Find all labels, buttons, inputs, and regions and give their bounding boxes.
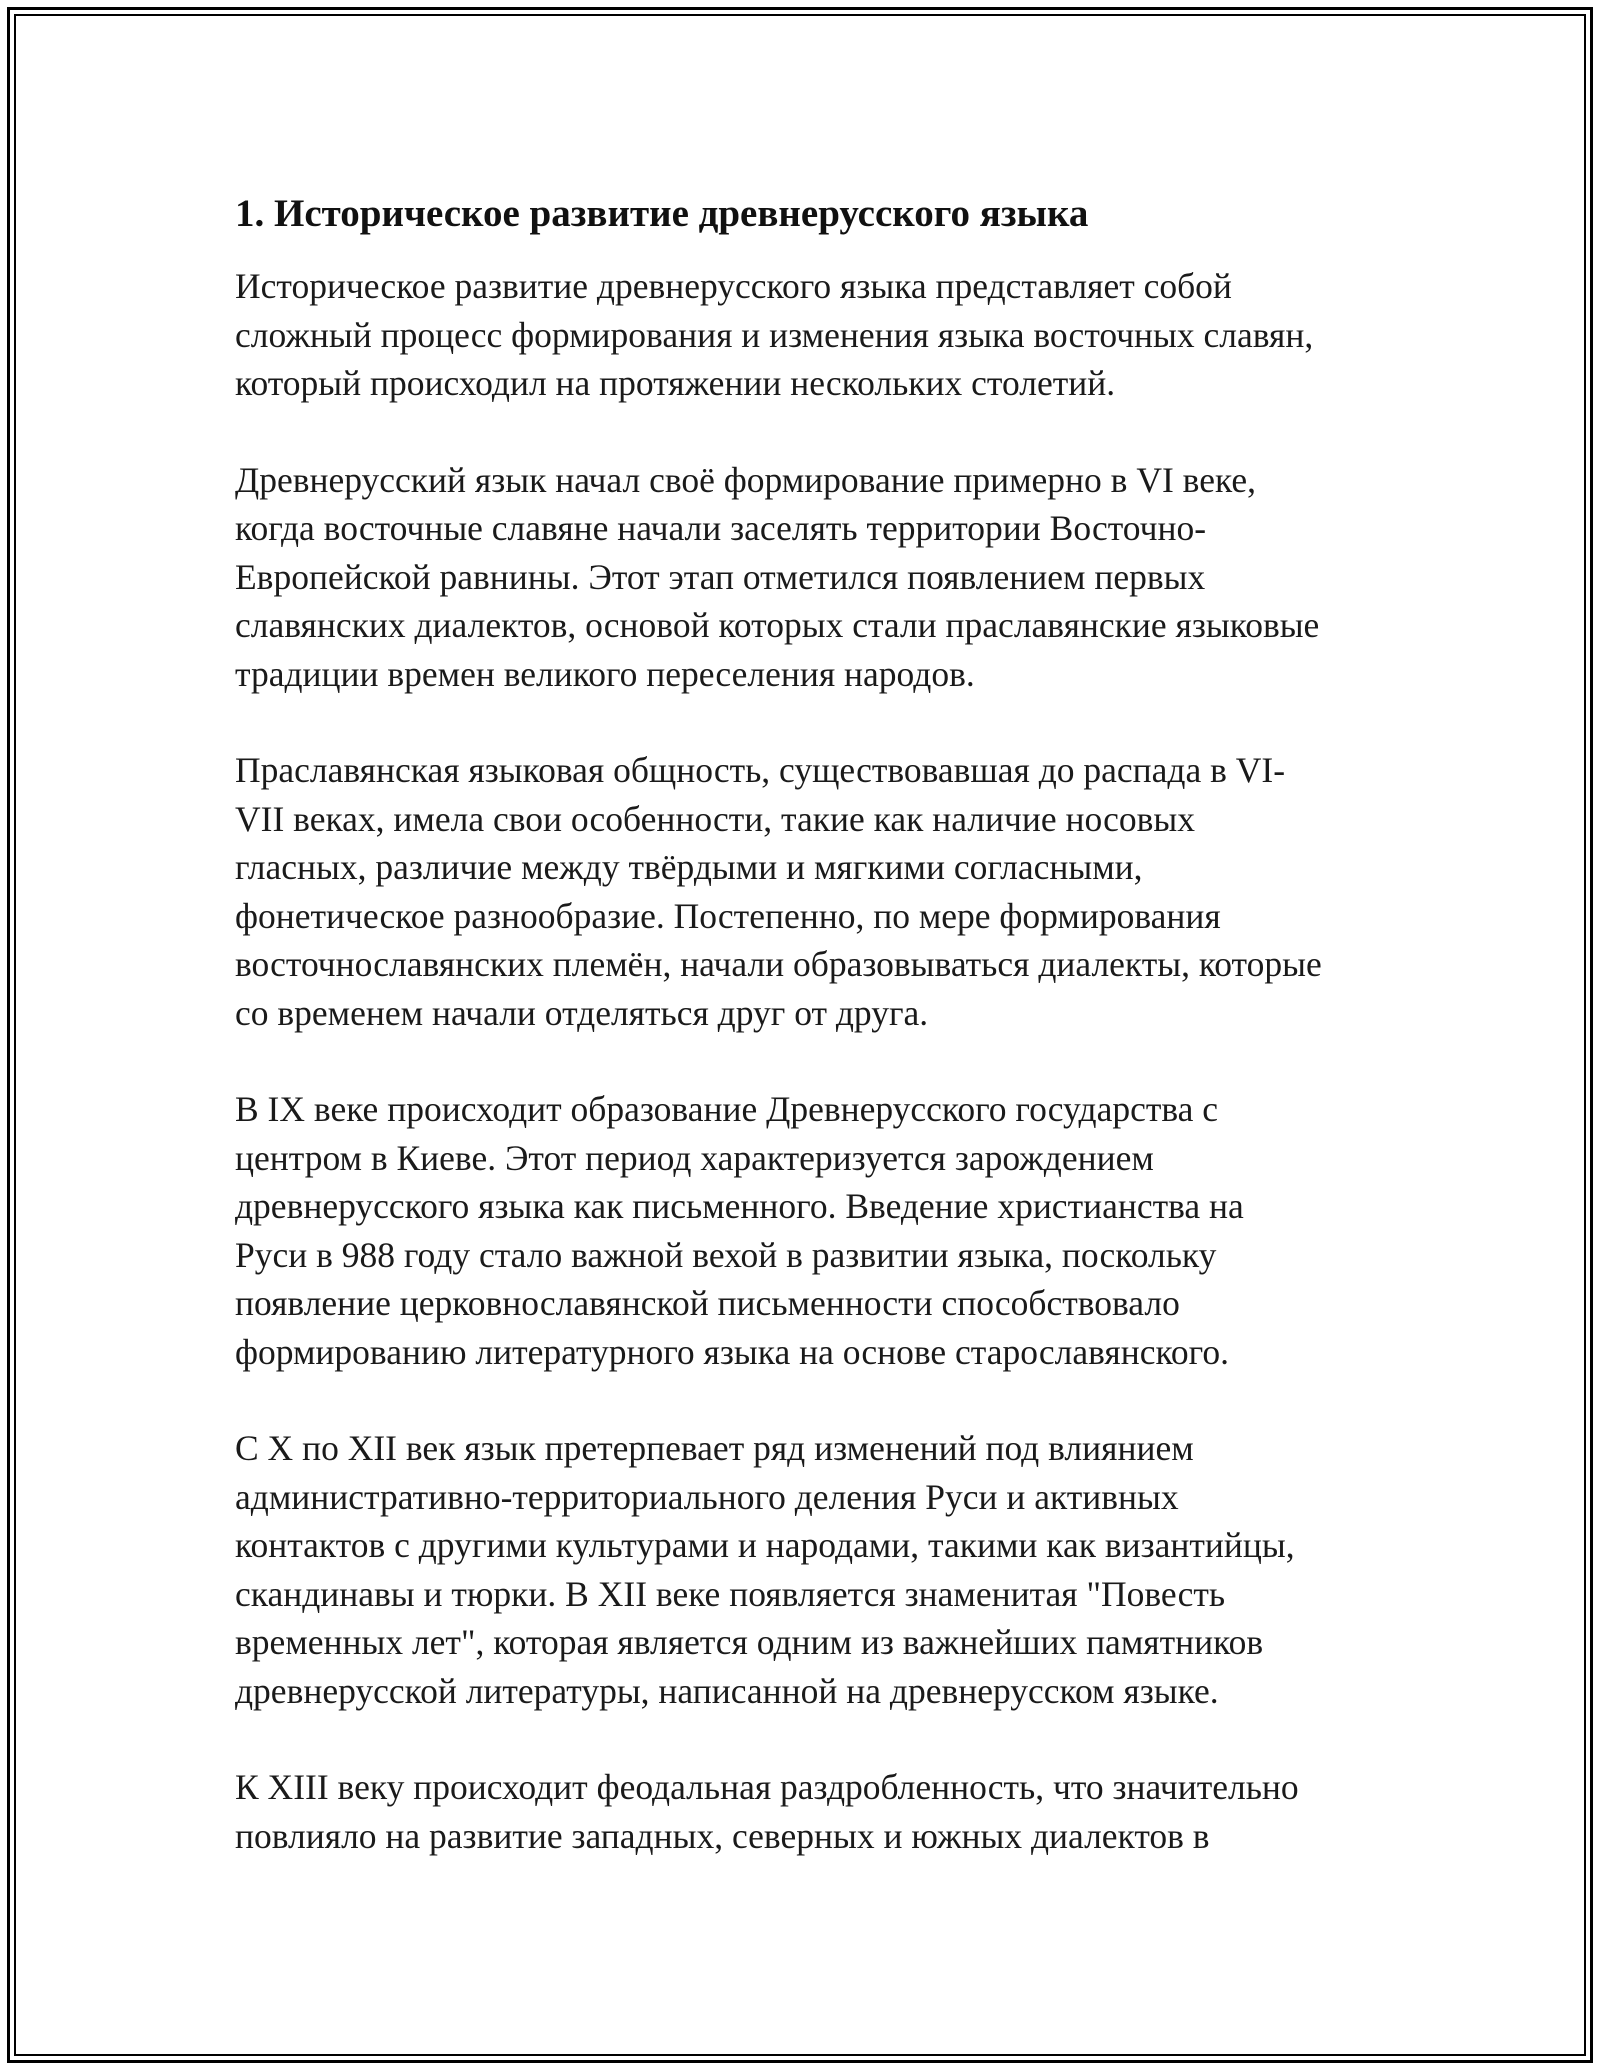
paragraph-xiii-century: К XIII веку происходит феодальная раздробленность, что значительно повлияло на развитие западных, северных и южных диалектов в <box>235 1767 1299 1856</box>
paragraph-proto-slavic: Праславянская языковая общность, существовавшая до распада в VI- VII веках, имела свои особенности, такие как наличие носовых гласных, различие между твёрдыми и мягкими согласными, фонетическое разнообразие. Постепенно, по мере формирования восточнославянских племён, начали образовываться диалекты, которые со временем начали отделяться друг от друга. <box>235 750 1322 1033</box>
paragraph-x-xii-century: С X по XII век язык претерпевает ряд изменений под влиянием административно-территориального деления Руси и активных контактов с другими культурами и народами, такими как византийцы, скандинавы и тюрки. В XII веке появляется знаменитая "Повесть временных лет", которая является одним из важнейших памятников древнерусской литературы, написанной на древнерусском языке. <box>235 1428 1295 1711</box>
paragraph-kievan-rus: В IX веке происходит образование Древнерусского государства с центром в Киеве. Этот период характеризуется зарождением древнерусского языка как письменного. Введение христианства на Руси в 988 году стало важной вехой в развитии языка, поскольку появление церковнославянской письменности способствовало формированию литературного языка на основе старославянского. <box>235 1089 1244 1372</box>
paragraph-intro: Историческое развитие древнерусского языка представляет собой сложный процесс формирования и изменения языка восточных славян, который происходил на протяжении нескольких столетий. <box>235 266 1314 403</box>
section-heading: 1. Историческое развитие древнерусского языка <box>235 192 1089 235</box>
paragraph-origins: Древнерусский язык начал своё формирование примерно в VI веке, когда восточные славяне начали заселять территории Восточно- Европейской равнины. Этот этап отметился появлением первых славянских диалектов, основой которых стали праславянские языковые традиции времен великого переселения народов. <box>235 459 1320 694</box>
document-body <box>235 188 1375 1908</box>
